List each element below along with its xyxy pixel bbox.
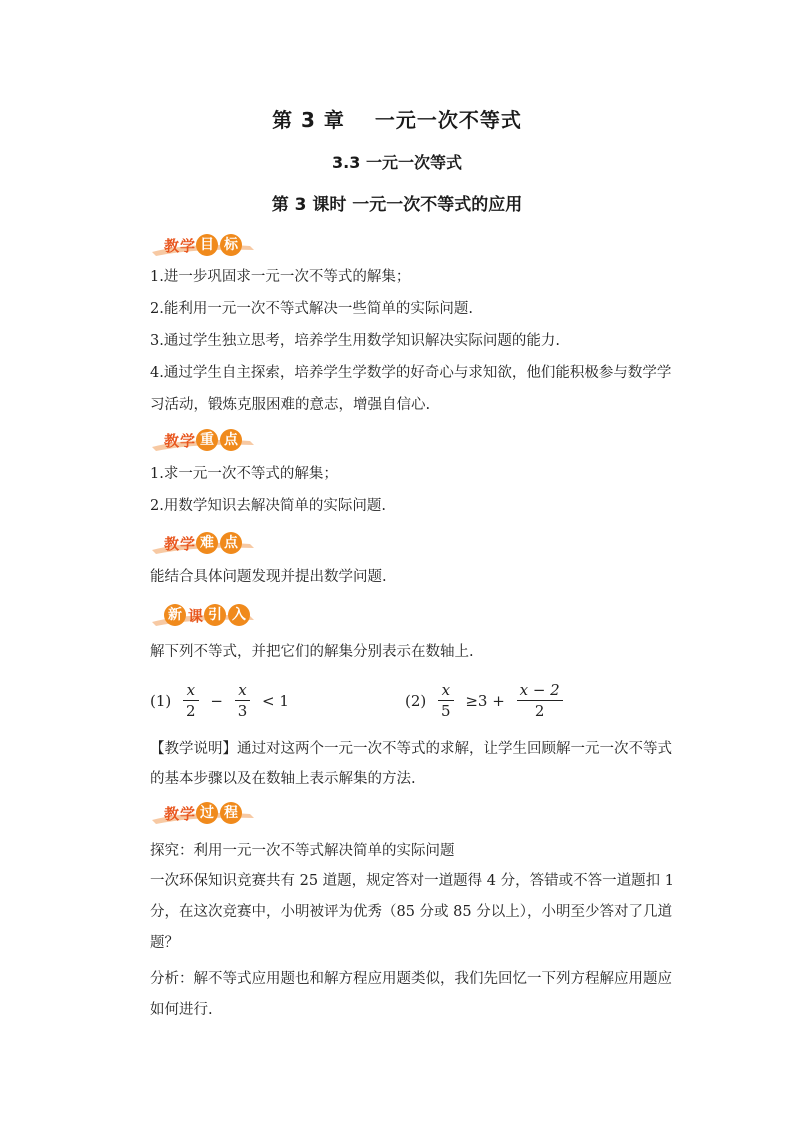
problem-text: 一次环保知识竞赛共有 25 道题，规定答对一道题得 4 分，答错或不答一道题扣 1 分，在这次竞赛中，小明被评为优秀（85 分或 85 分以上），小明至少答对了几道题？ xyxy=(150,873,674,951)
inequality-2: (2) $\frac{x}{5}$ ≥3 + $\frac{x - 2}{2}$ xyxy=(405,680,566,721)
section-badge-process: 教 学 过 程 xyxy=(150,800,260,826)
chapter-name: 一元一次不等式 xyxy=(374,108,522,132)
fraction: $\frac{x - 2}{2}$ xyxy=(517,680,563,721)
fraction: $\frac{x}{2}$ xyxy=(183,680,199,721)
section-badge-difficulties: 教 学 难 点 xyxy=(150,530,260,556)
inequality-1: (1) $\frac{x}{2}$ − $\frac{x}{3}$ < 1 xyxy=(150,681,289,720)
section-badge-intro: 新 课 引 入 xyxy=(150,602,260,628)
goal-item: 1.进一步巩固求一元一次不等式的解集； xyxy=(150,269,411,285)
analysis-text: 分析：解不等式应用题也和解方程应用题类似，我们先回忆一下列方程解应用题应如何进行. xyxy=(150,971,672,1018)
intro-text: 解下列不等式，并把它们的解集分别表示在数轴上. xyxy=(150,644,474,660)
section-title: 3.3 一元一次等式 xyxy=(332,153,462,172)
keypoint-item: 1.求一元一次不等式的解集； xyxy=(150,466,338,482)
difficulty-text: 能结合具体问题发现并提出数学问题. xyxy=(150,569,387,585)
teaching-note: 【教学说明】通过对这两个一元一次不等式的求解，让学生回顾解一元一次不等式的基本步骤以及在数轴上表示解集的方法. xyxy=(150,741,672,787)
section-badge-goals: 教 学 目 标 xyxy=(150,232,260,258)
fraction: $\frac{x}{5}$ xyxy=(438,680,454,721)
goal-item: 4.通过学生自主探索，培养学生学数学的好奇心与求知欲，他们能积极参与数学学习活动，锻炼克服困难的意志，增强自信心. xyxy=(150,365,672,413)
section-badge-keypoints: 教 学 重 点 xyxy=(150,427,260,453)
chapter-title xyxy=(0,104,794,133)
lesson-title: 第 3 课时 一元一次不等式的应用 xyxy=(271,195,523,215)
goal-item: 2.能利用一元一次不等式解决一些简单的实际问题. xyxy=(150,301,473,317)
process-heading: 探究：利用一元一次不等式解决简单的实际问题 xyxy=(150,843,455,859)
chapter-number: 第 3 章 xyxy=(272,108,345,132)
goal-item: 3.通过学生独立思考，培养学生用数学知识解决实际问题的能力. xyxy=(150,333,560,349)
keypoint-item: 2.用数学知识去解决简单的实际问题. xyxy=(150,498,386,514)
fraction: $\frac{x}{3}$ xyxy=(235,680,251,721)
